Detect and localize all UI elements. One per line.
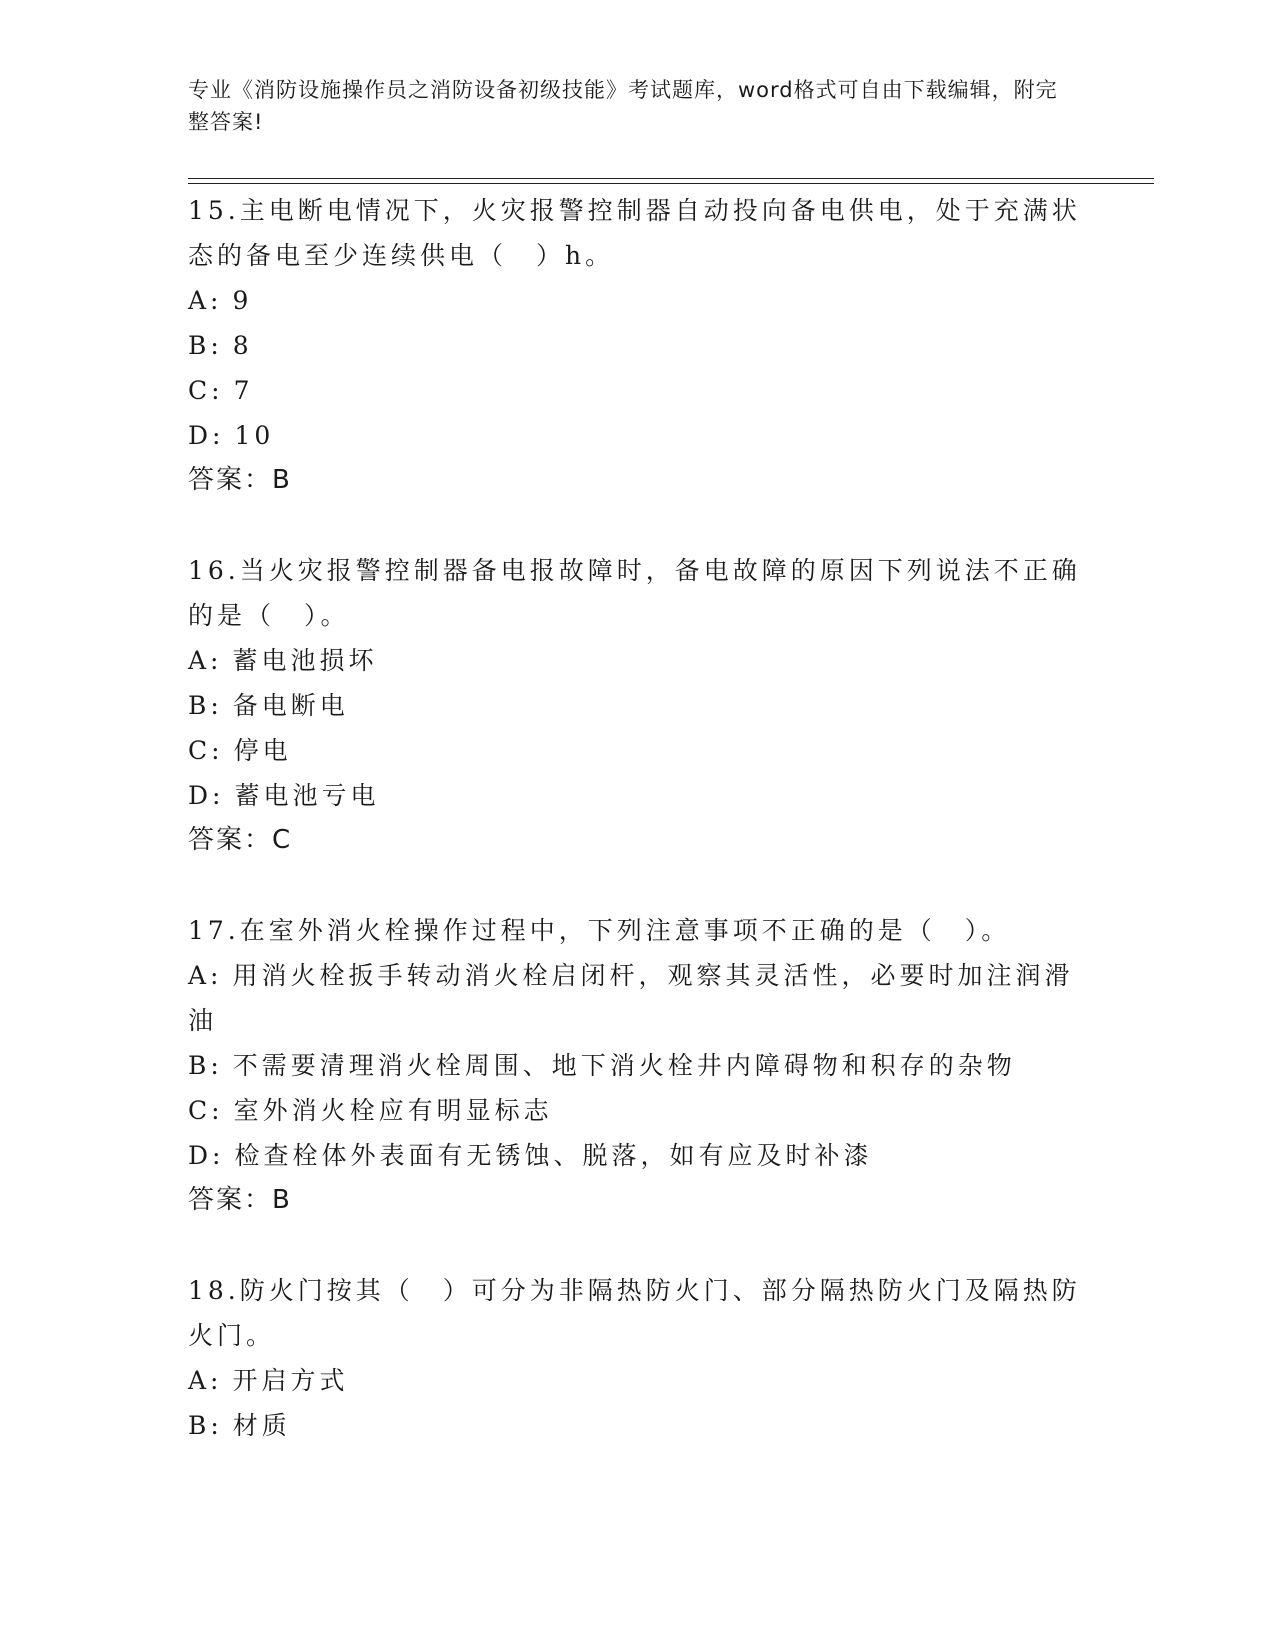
option-b [188,1403,1088,1448]
option-a [188,1358,1088,1403]
option-a [188,278,1088,323]
option-key: D: [188,1141,225,1170]
option-key: A: [188,1366,223,1395]
option-key: A: [188,961,223,990]
option-key: B: [188,691,223,720]
option-b [188,683,1088,728]
option-c [188,368,1088,413]
option-text: 不需要清理消火栓周围、地下消火栓井内障碍物和积存的杂物 [232,1051,1016,1080]
option-key: B: [188,1411,223,1440]
option-text: 停电 [233,736,292,765]
option-text: 开启方式 [232,1366,349,1395]
question-15 [188,188,1088,503]
option-b [188,323,1088,368]
question-stem: 17.在室外消火栓操作过程中，下列注意事项不正确的是（ ）。 [188,916,1011,945]
question-18 [188,1268,1088,1448]
option-text: 检查栓体外表面有无锈蚀、脱落，如有应及时补漆 [234,1141,873,1170]
option-key: C: [188,736,224,765]
option-key: D: [188,421,225,450]
option-key: D: [188,781,225,810]
option-d [188,773,1088,818]
question-17 [188,908,1088,1223]
option-text: 蓄电池亏电 [234,781,380,810]
option-key: C: [188,1096,224,1125]
document-header: 专业《消防设施操作员之消防设备初级技能》考试题库，word格式可自由下载编辑，附完整答案! [188,78,1058,134]
option-c [188,728,1088,773]
option-key: B: [188,1051,223,1080]
option-d [188,1133,1088,1178]
option-c [188,1088,1088,1133]
option-text: 材质 [232,1411,291,1440]
option-key: C: [188,376,224,405]
header-divider-line [188,178,1154,179]
question-stem: 15.主电断电情况下，火灾报警控制器自动投向备电供电，处于充满状态的备电至少连续供电（ ）h。 [188,196,1081,270]
option-text: 7 [233,376,254,405]
question-stem: 16.当火灾报警控制器备电报故障时，备电故障的原因下列说法不正确的是（ ）。 [188,556,1081,630]
option-text: 室外消火栓应有明显标志 [233,1096,553,1125]
answer-line: 答案：B [188,1185,292,1215]
question-16 [188,548,1088,863]
header-divider-line-2 [188,183,1154,184]
option-key: B: [188,331,223,360]
option-key: A: [188,286,223,315]
option-key: A: [188,646,223,675]
answer-line: 答案：B [188,465,292,495]
question-list [188,188,1088,1493]
answer-line: 答案：C [188,825,293,855]
option-text: 蓄电池损坏 [232,646,378,675]
option-text: 备电断电 [232,691,349,720]
option-text: 10 [234,421,275,450]
option-d [188,413,1088,458]
option-text: 用消火栓扳手转动消火栓启闭杆，观察其灵活性，必要时加注润滑油 [188,961,1074,1035]
option-text: 9 [232,286,253,315]
option-b [188,1043,1088,1088]
question-stem: 18.防火门按其（ ）可分为非隔热防火门、部分隔热防火门及隔热防火门。 [188,1276,1081,1350]
option-a [188,953,1088,1043]
option-text: 8 [232,331,253,360]
option-a [188,638,1088,683]
